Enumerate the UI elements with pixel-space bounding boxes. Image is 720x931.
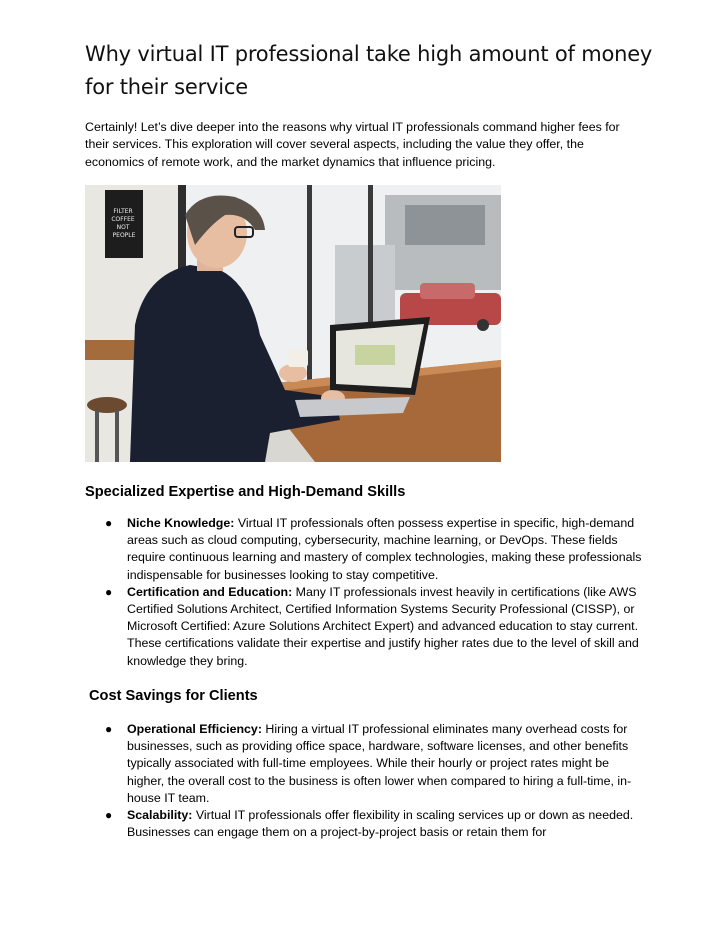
list-item <box>85 721 645 807</box>
photo-man-at-laptop <box>85 185 501 462</box>
poster-text: FILTER COFFEE NOT PEOPLE <box>111 208 136 239</box>
list-item-label: Operational Efficiency: <box>127 722 262 736</box>
expertise-list <box>85 515 645 670</box>
section-heading-expertise: Specialized Expertise and High-Demand Skills <box>85 484 406 500</box>
list-item-text: Hiring a virtual IT professional eliminates many overhead costs for businesses, such as providing office space, hardware, software licenses, and other benefits typically associated with full-time employees. While their hourly or project rates might be higher, the overall cost to the business is often lower when compared to hiring a full-time, in-house IT team. <box>127 722 632 805</box>
list-item-label: Niche Knowledge: <box>127 516 235 530</box>
bullet-icon: ● <box>105 584 113 599</box>
section-heading-cost-savings: Cost Savings for Clients <box>89 688 258 704</box>
cost-savings-list <box>85 721 645 841</box>
list-item <box>85 515 645 584</box>
list-item-label: Scalability: <box>127 808 193 823</box>
list-item <box>85 584 645 670</box>
bullet-icon: ● <box>105 722 113 736</box>
intro-paragraph: Certainly! Let’s dive deeper into the reasons why virtual IT professionals command higher fees for their services. This exploration will cover several aspects, including the value they offer, the economics of remote work, and the market dynamics that influence pricing. <box>85 120 620 169</box>
list-item-label: Certification and Education: <box>127 584 293 599</box>
bullet-icon: ● <box>105 516 113 530</box>
list-item-text: Virtual IT professionals often possess expertise in specific, high-demand areas such as cloud computing, cybersecurity, machine learning, or DevOps. These fields require continuous learning and mastery of complex technologies, making these professionals indispensable for businesses looking to stay competitive. <box>127 516 642 582</box>
list-item <box>85 807 645 841</box>
list-item-text: Virtual IT professionals offer flexibility in scaling services up or down as needed. Businesses can engage them on a project-by-project basis or retain them for <box>127 808 634 840</box>
page-title: Why virtual IT professional take high amount of money for their service <box>85 42 653 99</box>
list-item-text: Many IT professionals invest heavily in certifications (like AWS Certified Solutions Architect, Certified Information Systems Security Professional (CISSP), or Microsoft Certified: Azure Solutions Architect Expert) and advanced education to stay current. These certifications validate their expertise and justify higher rates due to the level of skill and knowledge they bring. <box>127 584 639 668</box>
bullet-icon: ● <box>105 808 113 823</box>
